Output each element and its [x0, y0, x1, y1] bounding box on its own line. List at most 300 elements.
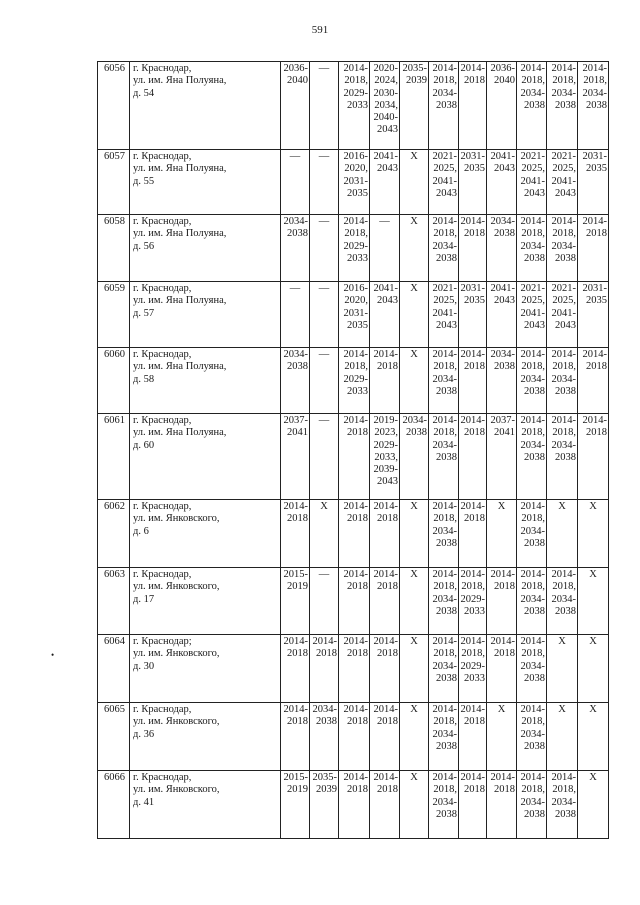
row-number: 6064 [98, 635, 130, 703]
period-value: 2037- [490, 415, 515, 426]
period-value: 2038 [524, 99, 545, 111]
period-value: 2035- [312, 772, 337, 783]
period-value: 2038 [524, 451, 545, 463]
period-value: 2041- [432, 175, 457, 187]
period-value: 2038 [524, 252, 545, 264]
period-value: 2014- [460, 349, 485, 360]
period-value: 2039- [373, 464, 398, 476]
period-cell [429, 703, 459, 771]
row-number: 6057 [98, 150, 130, 215]
row-number: 6061 [98, 414, 130, 500]
period-value: 2014- [373, 569, 398, 580]
period-value: — [318, 283, 330, 294]
period-cell [339, 414, 370, 500]
period-cell [370, 635, 400, 703]
period-cell [429, 500, 459, 568]
period-cell [429, 568, 459, 635]
period-value: 2018, [552, 427, 576, 439]
period-value: 2018, [433, 784, 457, 796]
period-value: 2025, [433, 295, 457, 307]
period-value: 2014- [582, 63, 607, 74]
period-cell [487, 215, 517, 282]
period-cell [547, 414, 578, 500]
period-cell [281, 62, 310, 150]
period-value: 2035 [347, 319, 368, 331]
period-cell [310, 150, 339, 215]
row-number: 6056 [98, 62, 130, 150]
period-value: 2043 [377, 163, 398, 175]
address-cell [130, 500, 281, 568]
period-cell [547, 635, 578, 703]
period-value: 2033, [374, 451, 398, 463]
period-value: 2018 [287, 513, 308, 525]
period-value: 2014- [343, 772, 368, 783]
period-value: 2038 [287, 361, 308, 373]
repair-schedule-table [97, 61, 609, 839]
period-value: 2018, [433, 513, 457, 525]
period-cell [459, 414, 487, 500]
period-value: 2018, [433, 75, 457, 87]
period-value: 2014- [432, 63, 457, 74]
period-value: 2018, [433, 427, 457, 439]
period-value: 2018 [347, 513, 368, 525]
period-value: 2037- [283, 415, 308, 426]
period-value: 2014- [551, 63, 576, 74]
period-value: 2041- [432, 307, 457, 319]
period-value: 2033 [347, 385, 368, 397]
address-cell [130, 771, 281, 839]
period-cell [281, 215, 310, 282]
period-cell [339, 771, 370, 839]
period-cell [429, 282, 459, 348]
period-value: 2025, [552, 295, 576, 307]
period-value: 2018 [287, 716, 308, 728]
period-cell [459, 500, 487, 568]
period-cell [459, 703, 487, 771]
period-cell [517, 635, 547, 703]
period-value: 2034- [520, 439, 545, 451]
address-line: г. Краснодар, [133, 63, 192, 74]
address-line: г. Краснодар, [133, 704, 192, 715]
period-cell [281, 771, 310, 839]
period-value: 2020, [344, 163, 368, 175]
period-cell [578, 215, 609, 282]
period-cell [578, 150, 609, 215]
period-cell [281, 414, 310, 500]
address-line: ул. им. Янковского, [133, 581, 220, 593]
period-value: 2014- [343, 501, 368, 512]
period-cell [547, 282, 578, 348]
address-line: ул. им. Янковского, [133, 648, 220, 660]
period-cell [459, 62, 487, 150]
period-value: 2038 [287, 228, 308, 240]
period-cell [370, 568, 400, 635]
address-line: д. 54 [133, 87, 155, 99]
period-value: X [589, 772, 597, 783]
period-value: 2014- [373, 772, 398, 783]
period-value: 2038 [436, 99, 457, 111]
period-cell [400, 568, 429, 635]
period-value: 2038 [555, 605, 576, 617]
period-value: 2034- [520, 373, 545, 385]
period-value: 2014- [551, 216, 576, 227]
period-value: 2030- [373, 87, 398, 99]
address-cell [130, 703, 281, 771]
period-value: 2018 [586, 228, 607, 240]
period-value: 2018, [521, 361, 545, 373]
period-value: 2014- [520, 63, 545, 74]
address-cell [130, 150, 281, 215]
period-value: 2020- [373, 63, 398, 74]
period-value: 2029- [460, 593, 485, 605]
period-cell [578, 771, 609, 839]
period-value: 2034- [520, 525, 545, 537]
period-value: 2034- [520, 240, 545, 252]
period-value: 2025, [552, 163, 576, 175]
address-cell [130, 635, 281, 703]
period-value: 2038 [524, 385, 545, 397]
period-value: 2038 [406, 427, 427, 439]
period-value: 2025, [433, 163, 457, 175]
period-cell [429, 62, 459, 150]
period-value: 2019 [287, 581, 308, 593]
period-value: X [558, 636, 566, 647]
period-cell [517, 500, 547, 568]
row-number: 6066 [98, 771, 130, 839]
period-cell [547, 348, 578, 414]
margin-mark: • [51, 650, 55, 660]
period-cell [310, 62, 339, 150]
period-value: — [318, 151, 330, 162]
table-row [98, 414, 609, 500]
address-line: д. 57 [133, 307, 155, 319]
period-value: X [410, 772, 418, 783]
period-value: — [318, 349, 330, 360]
period-cell [281, 150, 310, 215]
period-value: 2014- [490, 772, 515, 783]
period-value: 2041- [520, 175, 545, 187]
table-row [98, 568, 609, 635]
period-cell [517, 282, 547, 348]
period-value: 2018 [464, 75, 485, 87]
period-value: 2034- [432, 240, 457, 252]
period-value: 2014- [432, 636, 457, 647]
period-cell [339, 62, 370, 150]
period-cell [487, 414, 517, 500]
period-value: 2034- [432, 593, 457, 605]
period-value: 2034- [551, 796, 576, 808]
period-value: 2034- [520, 87, 545, 99]
period-value: 2029- [373, 439, 398, 451]
period-value: 2034- [520, 796, 545, 808]
period-value: 2038 [555, 808, 576, 820]
period-value: 2039 [406, 75, 427, 87]
period-value: 2040- [373, 112, 398, 124]
period-value: 2034- [432, 87, 457, 99]
period-cell [400, 348, 429, 414]
period-value: 2018, [552, 75, 576, 87]
address-line: г. Краснодар, [133, 216, 192, 227]
period-value: 2034- [283, 216, 308, 227]
period-cell [310, 635, 339, 703]
address-line: д. 17 [133, 593, 155, 605]
period-value: 2014- [460, 501, 485, 512]
period-value: 2033 [347, 99, 368, 111]
period-value: 2014- [343, 63, 368, 74]
period-cell [487, 62, 517, 150]
period-value: X [320, 501, 328, 512]
period-value: 2018 [464, 427, 485, 439]
period-cell [281, 703, 310, 771]
period-cell [517, 703, 547, 771]
period-value: 2018 [347, 427, 368, 439]
period-value: 2034- [490, 216, 515, 227]
period-value: 2014- [582, 349, 607, 360]
period-value: 2036- [283, 63, 308, 74]
period-value: 2034- [432, 373, 457, 385]
period-value: 2034- [432, 660, 457, 672]
period-value: 2018 [377, 784, 398, 796]
period-value: 2033 [464, 672, 485, 684]
period-value: 2041- [490, 283, 515, 294]
period-value: X [497, 704, 506, 715]
period-cell [429, 150, 459, 215]
period-value: 2018 [347, 716, 368, 728]
period-value: 2014- [460, 216, 485, 227]
period-cell [517, 414, 547, 500]
period-value: 2038 [524, 740, 545, 752]
period-value: X [410, 349, 418, 360]
period-value: 2021- [551, 283, 576, 294]
period-cell [370, 348, 400, 414]
period-cell [400, 414, 429, 500]
period-value: 2018 [494, 581, 515, 593]
period-value: 2018 [347, 648, 368, 660]
period-cell [487, 635, 517, 703]
period-value: 2038 [555, 252, 576, 264]
period-value: X [410, 704, 418, 715]
period-value: 2014- [343, 216, 368, 227]
address-line: д. 36 [133, 728, 155, 740]
period-cell [429, 348, 459, 414]
address-cell [130, 62, 281, 150]
period-cell [459, 282, 487, 348]
period-value: X [589, 569, 597, 580]
address-line: ул. им. Яна Полуяна, [133, 163, 227, 175]
period-value: 2018, [433, 648, 457, 660]
period-value: 2035 [464, 295, 485, 307]
period-value: 2014- [432, 569, 457, 580]
period-value: 2018, [344, 228, 368, 240]
period-value: 2041 [287, 427, 308, 439]
period-cell [339, 635, 370, 703]
period-cell [310, 500, 339, 568]
period-value: 2014- [490, 636, 515, 647]
period-value: 2018 [347, 581, 368, 593]
period-value: — [318, 415, 330, 426]
address-line: д. 30 [133, 660, 155, 672]
period-cell [370, 500, 400, 568]
period-cell [400, 150, 429, 215]
period-value: X [589, 501, 597, 512]
period-value: 2018 [464, 784, 485, 796]
period-value: 2043 [377, 295, 398, 307]
period-value: 2019- [373, 415, 398, 426]
period-value: X [589, 704, 597, 715]
period-value: X [410, 151, 418, 162]
period-value: 2038 [436, 740, 457, 752]
period-value: 2014- [460, 772, 485, 783]
period-cell [578, 703, 609, 771]
period-value: — [318, 63, 330, 74]
period-cell [517, 215, 547, 282]
period-cell [339, 150, 370, 215]
period-value: 2018 [316, 648, 337, 660]
period-value: 2018 [464, 228, 485, 240]
period-cell [400, 282, 429, 348]
period-value: X [410, 636, 418, 647]
period-cell [459, 568, 487, 635]
period-value: 2014- [432, 415, 457, 426]
period-value: 2014- [343, 349, 368, 360]
period-value: 2038 [524, 672, 545, 684]
address-line: д. 41 [133, 796, 155, 808]
period-value: X [558, 501, 566, 512]
table-row [98, 282, 609, 348]
period-value: 2023, [374, 427, 398, 439]
period-value: 2018, [521, 581, 545, 593]
period-value: 2035 [586, 295, 607, 307]
period-value: 2040 [287, 75, 308, 87]
period-value: 2034- [432, 796, 457, 808]
period-cell [370, 771, 400, 839]
period-cell [339, 568, 370, 635]
period-value: 2014- [582, 216, 607, 227]
period-value: 2034- [520, 728, 545, 740]
period-value: 2035 [347, 187, 368, 199]
period-value: 2038 [586, 99, 607, 111]
address-line: ул. им. Янковского, [133, 513, 220, 525]
address-line: ул. им. Яна Полуяна, [133, 427, 227, 439]
period-value: 2018 [347, 784, 368, 796]
period-value: 2034- [520, 593, 545, 605]
period-value: 2034- [551, 593, 576, 605]
period-value: 2014- [432, 216, 457, 227]
period-value: 2038 [494, 228, 515, 240]
period-value: 2034- [432, 439, 457, 451]
period-value: 2021- [520, 151, 545, 162]
period-value: 2034- [432, 525, 457, 537]
period-value: 2034- [551, 373, 576, 385]
period-value: 2018, [433, 228, 457, 240]
period-value: 2031- [343, 307, 368, 319]
period-value: 2038 [436, 537, 457, 549]
period-value: 2043 [494, 163, 515, 175]
period-value: 2018 [586, 427, 607, 439]
period-value: 2018, [552, 361, 576, 373]
period-cell [459, 215, 487, 282]
period-value: 2016- [343, 151, 368, 162]
address-line: ул. им. Яна Полуяна, [133, 228, 227, 240]
period-cell [578, 500, 609, 568]
period-value: 2018, [433, 581, 457, 593]
page-number: 591 [311, 24, 329, 36]
period-value: 2038 [436, 252, 457, 264]
period-value: 2014- [520, 501, 545, 512]
period-value: 2033 [464, 605, 485, 617]
period-value: 2014- [343, 415, 368, 426]
period-value: 2034- [551, 87, 576, 99]
period-cell [310, 215, 339, 282]
period-value: 2034- [520, 660, 545, 672]
period-cell [281, 282, 310, 348]
period-value: — [289, 151, 301, 162]
period-value: 2031- [582, 151, 607, 162]
period-cell [517, 568, 547, 635]
period-value: 2018 [377, 648, 398, 660]
period-value: 2018, [521, 648, 545, 660]
period-value: 2043 [524, 187, 545, 199]
period-value: 2014- [343, 704, 368, 715]
address-line: г. Краснодар, [133, 501, 192, 512]
period-cell [487, 348, 517, 414]
address-line: г. Краснодар, [133, 772, 192, 783]
period-cell [281, 568, 310, 635]
period-value: — [379, 216, 390, 227]
period-cell [310, 348, 339, 414]
period-value: 2018, [521, 784, 545, 796]
period-value: 2018, [552, 581, 576, 593]
period-value: 2043 [555, 319, 576, 331]
period-cell [547, 568, 578, 635]
period-value: 2034- [432, 728, 457, 740]
address-line: г. Краснодар; [133, 636, 192, 647]
period-value: X [410, 501, 418, 512]
address-line: ул. им. Яна Полуяна, [133, 361, 227, 373]
period-cell [339, 703, 370, 771]
period-value: 2031- [343, 175, 368, 187]
period-value: 2014- [312, 636, 337, 647]
period-value: 2014- [343, 569, 368, 580]
period-value: 2038 [555, 99, 576, 111]
period-cell [370, 414, 400, 500]
period-cell [547, 771, 578, 839]
period-value: 2021- [432, 151, 457, 162]
period-value: 2014- [460, 704, 485, 715]
period-value: 2033 [347, 252, 368, 264]
period-cell [429, 215, 459, 282]
period-value: 2034- [582, 87, 607, 99]
period-value: 2021- [551, 151, 576, 162]
period-value: 2016- [343, 283, 368, 294]
period-value: 2014- [460, 63, 485, 74]
period-value: 2043 [436, 187, 457, 199]
period-value: 2014- [432, 704, 457, 715]
period-value: 2031- [460, 283, 485, 294]
period-value: 2031- [582, 283, 607, 294]
period-value: — [318, 216, 330, 227]
period-value: 2038 [494, 361, 515, 373]
period-cell [459, 348, 487, 414]
address-line: ул. им. Яна Полуяна, [133, 75, 227, 87]
period-value: 2018, [433, 716, 457, 728]
period-value: 2018 [464, 513, 485, 525]
period-cell [400, 635, 429, 703]
period-value: 2018, [344, 361, 368, 373]
period-cell [547, 703, 578, 771]
period-cell [487, 703, 517, 771]
period-cell [370, 703, 400, 771]
